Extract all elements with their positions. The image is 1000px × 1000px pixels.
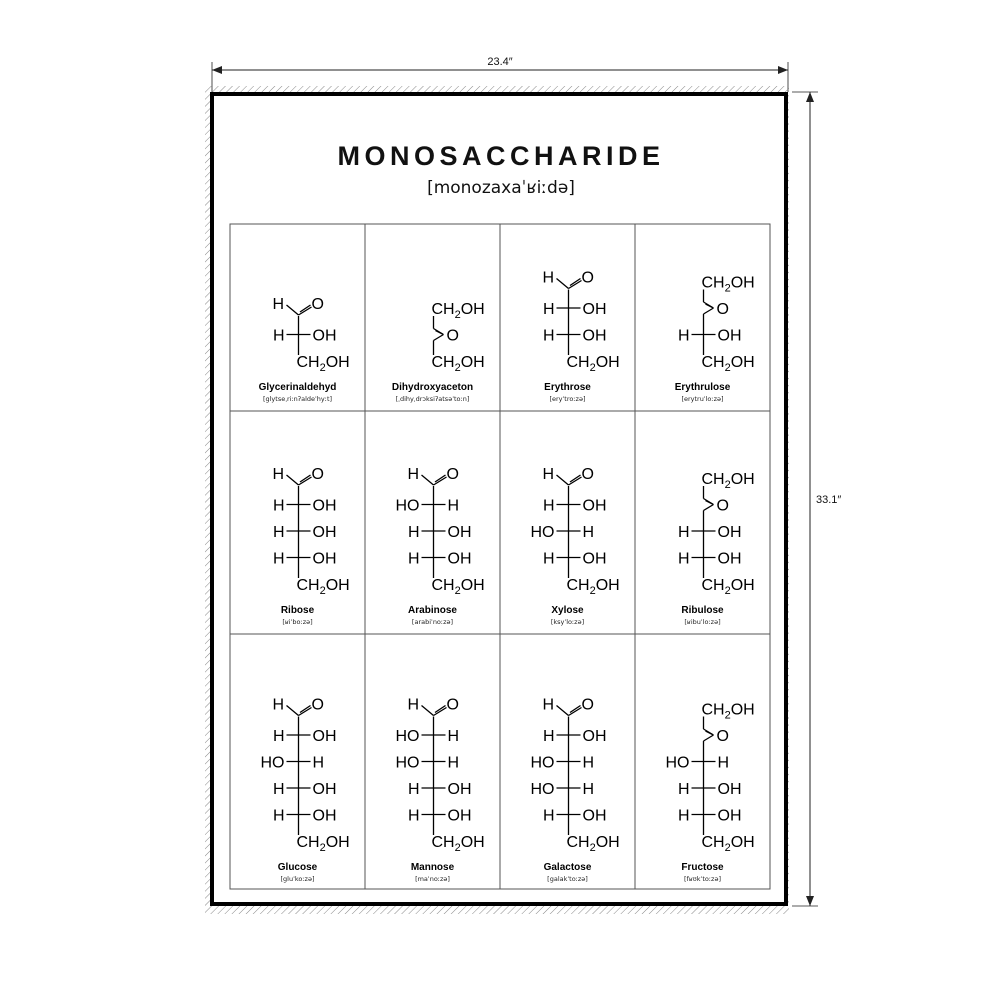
molecule-pronunciation: [glytseˌriːnʔaldeˈhyːt]	[262, 395, 333, 403]
atom-ch2oh: $CH_2OH$	[701, 274, 755, 295]
atom-h: H	[272, 696, 285, 714]
atom-ch2oh: $CH_2OH$	[701, 834, 755, 854]
molecule-name: Erythrulose	[674, 382, 731, 393]
atom-ch2oh: $CH_2OH$	[296, 354, 350, 374]
atom-right: OH	[582, 550, 607, 568]
atom-right: OH	[582, 497, 607, 515]
atom-o: O	[311, 296, 324, 313]
poster-title: MONOSACCHARIDE	[337, 141, 665, 171]
atom-h: H	[542, 269, 555, 287]
atom-right: OH	[582, 807, 607, 825]
atom-ch2oh: $CH_2OH$	[296, 577, 350, 597]
atom-right: H	[717, 754, 730, 772]
atom-left: H	[272, 497, 285, 515]
atom-o: O	[581, 269, 594, 287]
atom-ch2oh: $CH_2OH$	[701, 701, 755, 722]
atom-o: O	[311, 696, 324, 714]
atom-right: OH	[582, 327, 607, 345]
atom-ch2oh: $CH_2OH$	[701, 577, 755, 597]
height-dimension	[792, 92, 841, 906]
atom-left: H	[542, 327, 555, 345]
molecule-name: Ribulose	[681, 605, 724, 616]
atom-o: O	[716, 301, 729, 318]
atom-ch2oh: $CH_2OH$	[431, 577, 485, 597]
molecule-name: Mannose	[410, 862, 455, 873]
poster-paper	[214, 96, 784, 902]
atom-o: O	[311, 466, 324, 483]
atom-left: HO	[665, 754, 690, 772]
atom-right: OH	[582, 728, 607, 745]
atom-right: OH	[312, 781, 337, 798]
atom-left: H	[407, 781, 420, 798]
atom-right: OH	[582, 301, 607, 318]
atom-left: H	[542, 497, 555, 515]
atom-ch2oh: $CH_2OH$	[566, 577, 620, 597]
atom-left: H	[542, 728, 555, 745]
atom-h: H	[407, 696, 420, 714]
atom-h: H	[407, 466, 420, 483]
atom-left: H	[542, 550, 555, 568]
atom-left: HO	[395, 497, 420, 515]
atom-right: H	[447, 728, 460, 745]
atom-right: OH	[312, 524, 337, 541]
atom-h: H	[272, 296, 285, 313]
molecule-pronunciation: [ʁiˈboːzə]	[282, 618, 313, 626]
atom-left: H	[272, 807, 285, 825]
molecule-pronunciation: [fʁʊkˈtoːzə]	[684, 875, 721, 883]
atom-right: OH	[717, 524, 742, 541]
molecule-name: Glycerinaldehyd	[258, 382, 337, 393]
molecule-name: Xylose	[551, 605, 584, 616]
atom-left: HO	[395, 754, 420, 772]
molecule-pronunciation: [erytruˈloːzə]	[681, 395, 724, 403]
atom-h: H	[542, 696, 555, 714]
atom-left: HO	[260, 754, 285, 772]
height-label: 33.1″	[816, 494, 842, 506]
atom-ch2oh: $CH_2OH$	[701, 354, 755, 374]
atom-left: H	[407, 524, 420, 541]
atom-h: H	[272, 466, 285, 483]
molecule-name: Arabinose	[408, 605, 457, 616]
poster-pronunciation: [monozaxaˈʁiːdə]	[427, 178, 575, 198]
atom-right: H	[447, 754, 460, 772]
molecule-name: Erythrose	[544, 382, 591, 393]
atom-right: H	[582, 524, 595, 541]
atom-left: H	[542, 807, 555, 825]
atom-left: H	[677, 807, 690, 825]
atom-o: O	[446, 696, 459, 714]
molecule-name: Dihydroxyaceton	[391, 382, 474, 393]
atom-right: H	[312, 754, 325, 772]
molecule-name: Galactose	[543, 862, 592, 873]
atom-o: O	[446, 327, 459, 345]
atom-right: OH	[312, 497, 337, 515]
width-label: 23.4″	[487, 56, 513, 68]
atom-left: HO	[530, 754, 555, 772]
atom-left: H	[272, 550, 285, 568]
atom-o: O	[581, 466, 594, 483]
atom-left: H	[272, 524, 285, 541]
molecule-pronunciation: [arabiˈnoːzə]	[411, 618, 454, 626]
molecule-name: Ribose	[280, 605, 315, 616]
atom-ch2oh: $CH_2OH$	[566, 354, 620, 374]
atom-right: OH	[717, 550, 742, 568]
atom-left: HO	[530, 524, 555, 541]
atom-right: OH	[447, 807, 472, 825]
atom-right: H	[447, 497, 460, 515]
molecule-pronunciation: [ksyˈloːzə]	[550, 618, 585, 626]
atom-left: H	[407, 807, 420, 825]
atom-right: OH	[312, 327, 337, 345]
atom-left: H	[542, 301, 555, 318]
molecule-pronunciation: [ˌdihyˌdrɔksiʔatsəˈtoːn]	[395, 395, 470, 403]
atom-o: O	[716, 497, 729, 515]
atom-left: H	[677, 550, 690, 568]
atom-ch2oh: $CH_2OH$	[701, 471, 755, 491]
atom-right: OH	[447, 781, 472, 798]
atom-left: H	[677, 524, 690, 541]
molecule-pronunciation: [galakˈtoːzə]	[547, 875, 588, 883]
molecule-name: Fructose	[681, 862, 724, 873]
atom-ch2oh: $CH_2OH$	[296, 834, 350, 854]
molecule-pronunciation: [maˈnoːzə]	[415, 875, 450, 883]
atom-ch2oh: $CH_2OH$	[566, 834, 620, 854]
atom-left: HO	[530, 781, 555, 798]
atom-right: OH	[447, 550, 472, 568]
atom-o: O	[446, 466, 459, 483]
atom-left: H	[677, 327, 690, 345]
molecule-pronunciation: [gluˈkoːzə]	[280, 875, 315, 883]
atom-right: OH	[717, 781, 742, 798]
atom-left: HO	[395, 728, 420, 745]
atom-left: H	[272, 728, 285, 745]
atom-right: OH	[447, 524, 472, 541]
atom-right: OH	[312, 550, 337, 568]
atom-left: H	[677, 781, 690, 798]
atom-left: H	[272, 781, 285, 798]
atom-ch2oh: $CH_2OH$	[431, 301, 485, 321]
atom-ch2oh: $CH_2OH$	[431, 834, 485, 854]
atom-o: O	[716, 728, 729, 745]
molecule-name: Glucose	[277, 862, 318, 873]
atom-right: H	[582, 754, 595, 772]
atom-left: H	[272, 327, 285, 345]
atom-ch2oh: $CH_2OH$	[431, 354, 485, 374]
molecule-pronunciation: [eryˈtroːzə]	[549, 395, 586, 403]
atom-o: O	[581, 696, 594, 714]
atom-right: OH	[312, 807, 337, 825]
molecule-pronunciation: [ʁibuˈloːzə]	[684, 618, 721, 626]
atom-right: H	[582, 781, 595, 798]
atom-right: OH	[312, 728, 337, 745]
atom-right: OH	[717, 807, 742, 825]
atom-h: H	[542, 466, 555, 483]
atom-left: H	[407, 550, 420, 568]
atom-right: OH	[717, 327, 742, 345]
